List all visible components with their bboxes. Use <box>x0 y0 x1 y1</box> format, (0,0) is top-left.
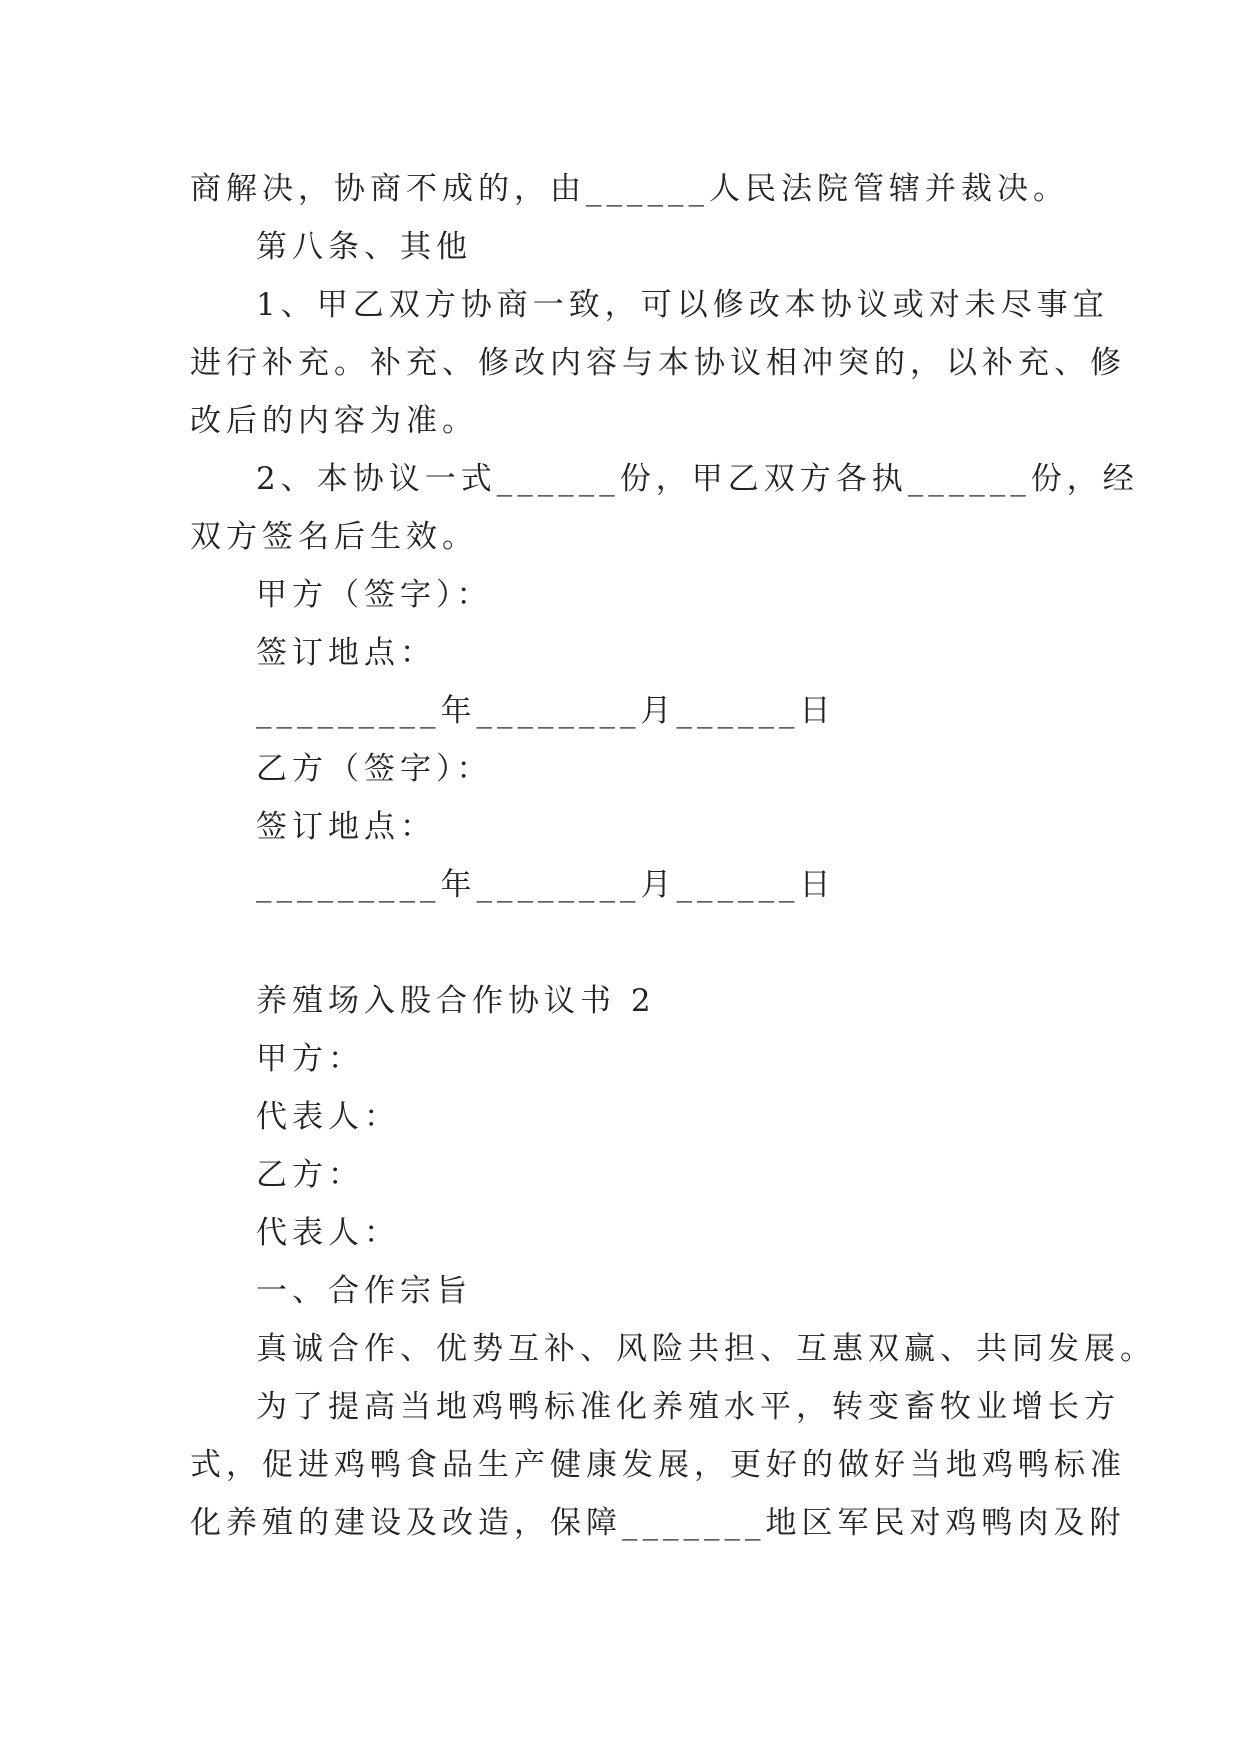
section-1-heading: 一、合作宗旨 <box>256 1273 472 1309</box>
clause-8-2-line-2: 双方签名后生效。 <box>190 519 478 555</box>
purpose-paragraph-line-3: 化养殖的建设及改造，保障_______地区军民对鸡鸭肉及附 <box>190 1505 1126 1541</box>
article-8-heading: 第八条、其他 <box>256 229 472 265</box>
section-spacer <box>190 914 1050 972</box>
clause-8-2-line-1: 2、本协议一式______份，甲乙双方各执______份，经 <box>256 461 1139 497</box>
clause-8-1-line-2: 进行补充。补充、修改内容与本协议相冲突的，以补充、修 <box>190 345 1126 381</box>
agreement-2-title: 养殖场入股合作协议书 2 <box>256 983 656 1019</box>
document-body <box>190 160 1156 1552</box>
party-b-location-label: 签订地点： <box>256 809 436 845</box>
cooperation-purpose-text: 真诚合作、优势互补、风险共担、互惠双赢、共同发展。 <box>256 1331 1156 1367</box>
party-b-label: 乙方： <box>256 1157 364 1193</box>
purpose-paragraph-line-1: 为了提高当地鸡鸭标准化养殖水平，转变畜牧业增长方 <box>256 1389 1120 1425</box>
party-b-date-line: _________年________月______日 <box>256 867 836 903</box>
party-b-representative-label: 代表人： <box>256 1215 400 1251</box>
clause-8-1-line-3: 改后的内容为准。 <box>190 403 478 439</box>
purpose-paragraph-line-2: 式，促进鸡鸭食品生产健康发展，更好的做好当地鸡鸭标准 <box>190 1447 1126 1483</box>
clause-8-1-line-1: 1、甲乙双方协商一致，可以修改本协议或对未尽事宜 <box>256 287 1109 323</box>
party-a-signature-label: 甲方（签字）： <box>256 577 493 613</box>
paragraph-dispute-continuation: 商解决，协商不成的，由______人民法院管辖并裁决。 <box>190 171 1069 207</box>
party-a-label: 甲方： <box>256 1041 364 1077</box>
party-a-representative-label: 代表人： <box>256 1099 400 1135</box>
party-b-signature-label: 乙方（签字）： <box>256 751 493 787</box>
party-a-date-line: _________年________月______日 <box>256 693 836 729</box>
party-a-location-label: 签订地点： <box>256 635 436 671</box>
